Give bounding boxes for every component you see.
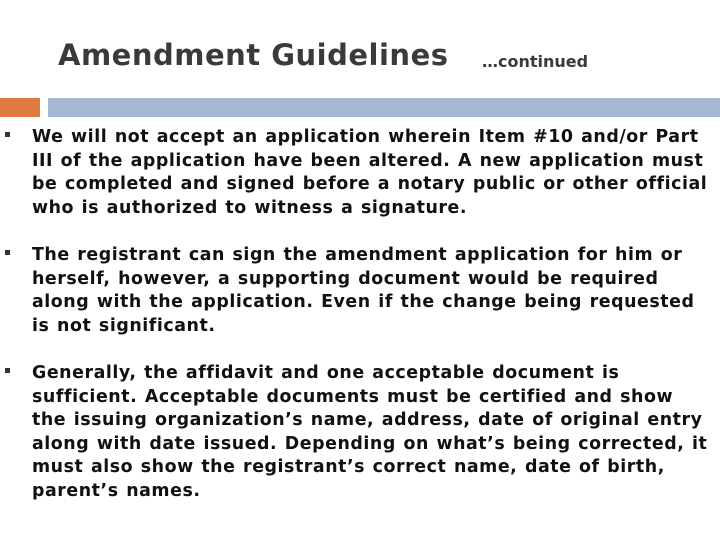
bullet-text: The registrant can sign the amendment application for him or herself, however, a supporting document would be required along with the application. Even if the change being requested is not significant. <box>32 245 695 336</box>
accent-bar-divider <box>48 98 720 117</box>
bullet-list <box>0 126 720 527</box>
page-title: Amendment Guidelines <box>58 38 449 72</box>
bullet-text: Generally, the affidavit and one acceptable document is sufficient. Acceptable documents must be certified and show the issuing organization’s name, address, date of original entry along with date issued. Depending on what’s being corrected, it must also show the registrant’s correct name, date of birth, parent’s names. <box>32 363 708 501</box>
square-bullet-icon <box>5 368 10 373</box>
page-subtitle: …continued <box>482 52 589 71</box>
list-item <box>0 126 720 220</box>
list-item <box>0 362 720 503</box>
accent-square-divider <box>0 98 40 117</box>
square-bullet-icon <box>5 132 10 137</box>
list-item <box>0 244 720 338</box>
bullet-text: We will not accept an application wherein Item #10 and/or Part III of the application have been altered. A new application must be completed and signed before a notary public or other official who is authorized to witness a signature. <box>32 127 708 218</box>
square-bullet-icon <box>5 250 10 255</box>
